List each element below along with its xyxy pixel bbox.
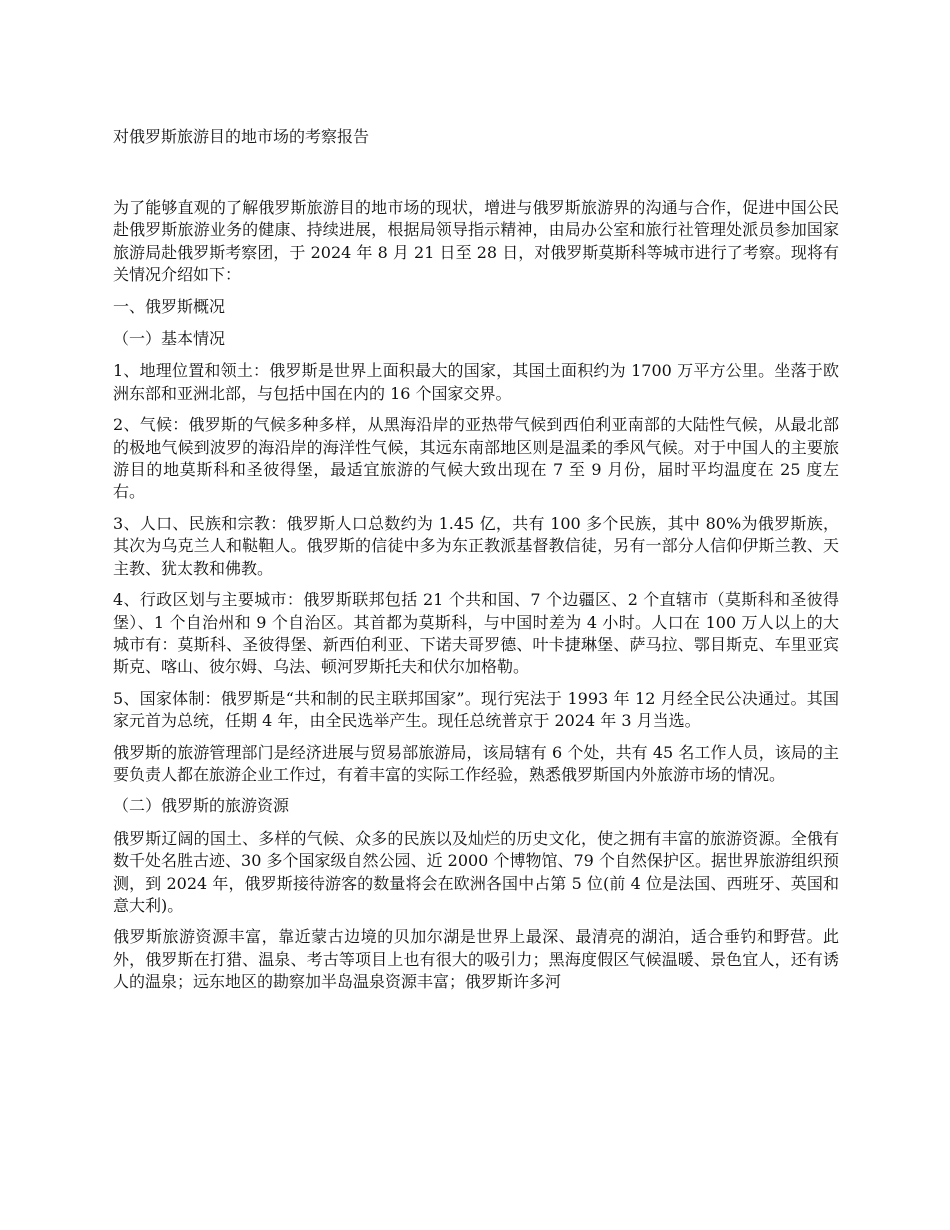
- intro-paragraph: 为了能够直观的了解俄罗斯旅游目的地市场的现状，增进与俄罗斯旅游界的沟通与合作，促进中国公民赴俄罗斯旅游业务的健康、持续进展，根据局领导指示精神，由局办公室和旅行社管理处派员参加国家旅游局赴俄罗斯考察团，于 2024 年 8 月 21 日至 28 日，对俄罗斯莫斯科等城市进行了考察。现将有关情况介绍如下：: [113, 198, 839, 285]
- section-heading-overview: 一、俄罗斯概况: [113, 296, 226, 316]
- subsection-heading-basics: （一）基本情况: [113, 329, 226, 349]
- paragraph-population: 3、人口、民族和宗教：俄罗斯人口总数约为 1.45 亿，共有 100 多个民族，其中 80%为俄罗斯族，其次为乌克兰人和鞑靼人。俄罗斯的信徒中多为东正教派基督教信徒，另有一部分人信仰伊斯兰教、天主教、犹太教和佛教。: [113, 513, 839, 578]
- paragraph-attractions: 俄罗斯旅游资源丰富，靠近蒙古边境的贝加尔湖是世界上最深、最清亮的湖泊，适合垂钓和野营。此外，俄罗斯在打猎、温泉、考古等项目上也有很大的吸引力；黑海度假区气候温暖、景色宜人，还有诱人的温泉；远东地区的勘察加半岛温泉资源丰富；俄罗斯许多河: [113, 927, 839, 992]
- paragraph-climate: 2、气候：俄罗斯的气候多种多样，从黑海沿岸的亚热带气候到西伯利亚南部的大陆性气候，从最北部的极地气候到波罗的海沿岸的海洋性气候，其远东南部地区则是温柔的季风气候。对于中国人的主要旅游目的地莫斯科和圣彼得堡，最适宜旅游的气候大致出现在 7 至 9 月份，届时平均温度在 25 度左右。: [113, 415, 839, 502]
- paragraph-state-system: 5、国家体制：俄罗斯是“共和制的民主联邦国家”。现行宪法于 1993 年 12 月经全民公决通过。其国家元首为总统，任期 4 年，由全民选举产生。现任总统普京于 2024 年 3 月当选。: [113, 688, 839, 731]
- document-title: 对俄罗斯旅游目的地市场的考察报告: [113, 127, 370, 146]
- subsection-heading-resources: （二）俄罗斯的旅游资源: [113, 796, 290, 816]
- paragraph-administration: 4、行政区划与主要城市：俄罗斯联邦包括 21 个共和国、7 个边疆区、2 个直辖市（莫斯科和圣彼得堡）、1 个自治州和 9 个自治区。其首都为莫斯科，与中国时差为 4 小时。人口在 100 万人以上的大城市有：莫斯科、圣彼得堡、新西伯利亚、下诺夫哥罗德、叶卡捷琳堡、萨马拉、鄂目斯克、车里亚宾斯克、喀山、彼尔姆、乌法、顿河罗斯托夫和伏尔加格勒。: [113, 590, 839, 677]
- paragraph-geography: 1、地理位置和领土：俄罗斯是世界上面积最大的国家，其国土面积约为 1700 万平方公里。坐落于欧洲东部和亚洲北部，与包括中国在内的 16 个国家交界。: [113, 361, 839, 403]
- document-body: [113, 197, 839, 1003]
- paragraph-tourism-authority: 俄罗斯的旅游管理部门是经济进展与贸易部旅游局，该局辖有 6 个处，共有 45 名工作人员，该局的主要负责人都在旅游企业工作过，有着丰富的实际工作经验，熟悉俄罗斯国内外旅游市场的情况。: [113, 742, 839, 784]
- paragraph-resources: 俄罗斯辽阔的国土、多样的气候、众多的民族以及灿烂的历史文化，使之拥有丰富的旅游资源。全俄有数千处名胜古迹、30 多个国家级自然公园、近 2000 个博物馆、79 个自然保护区。据世界旅游组织预测，到 2024 年，俄罗斯接待游客的数量将会在欧洲各国中占第 5 位(前 4 位是法国、西班牙、英国和意大利)。: [113, 828, 839, 915]
